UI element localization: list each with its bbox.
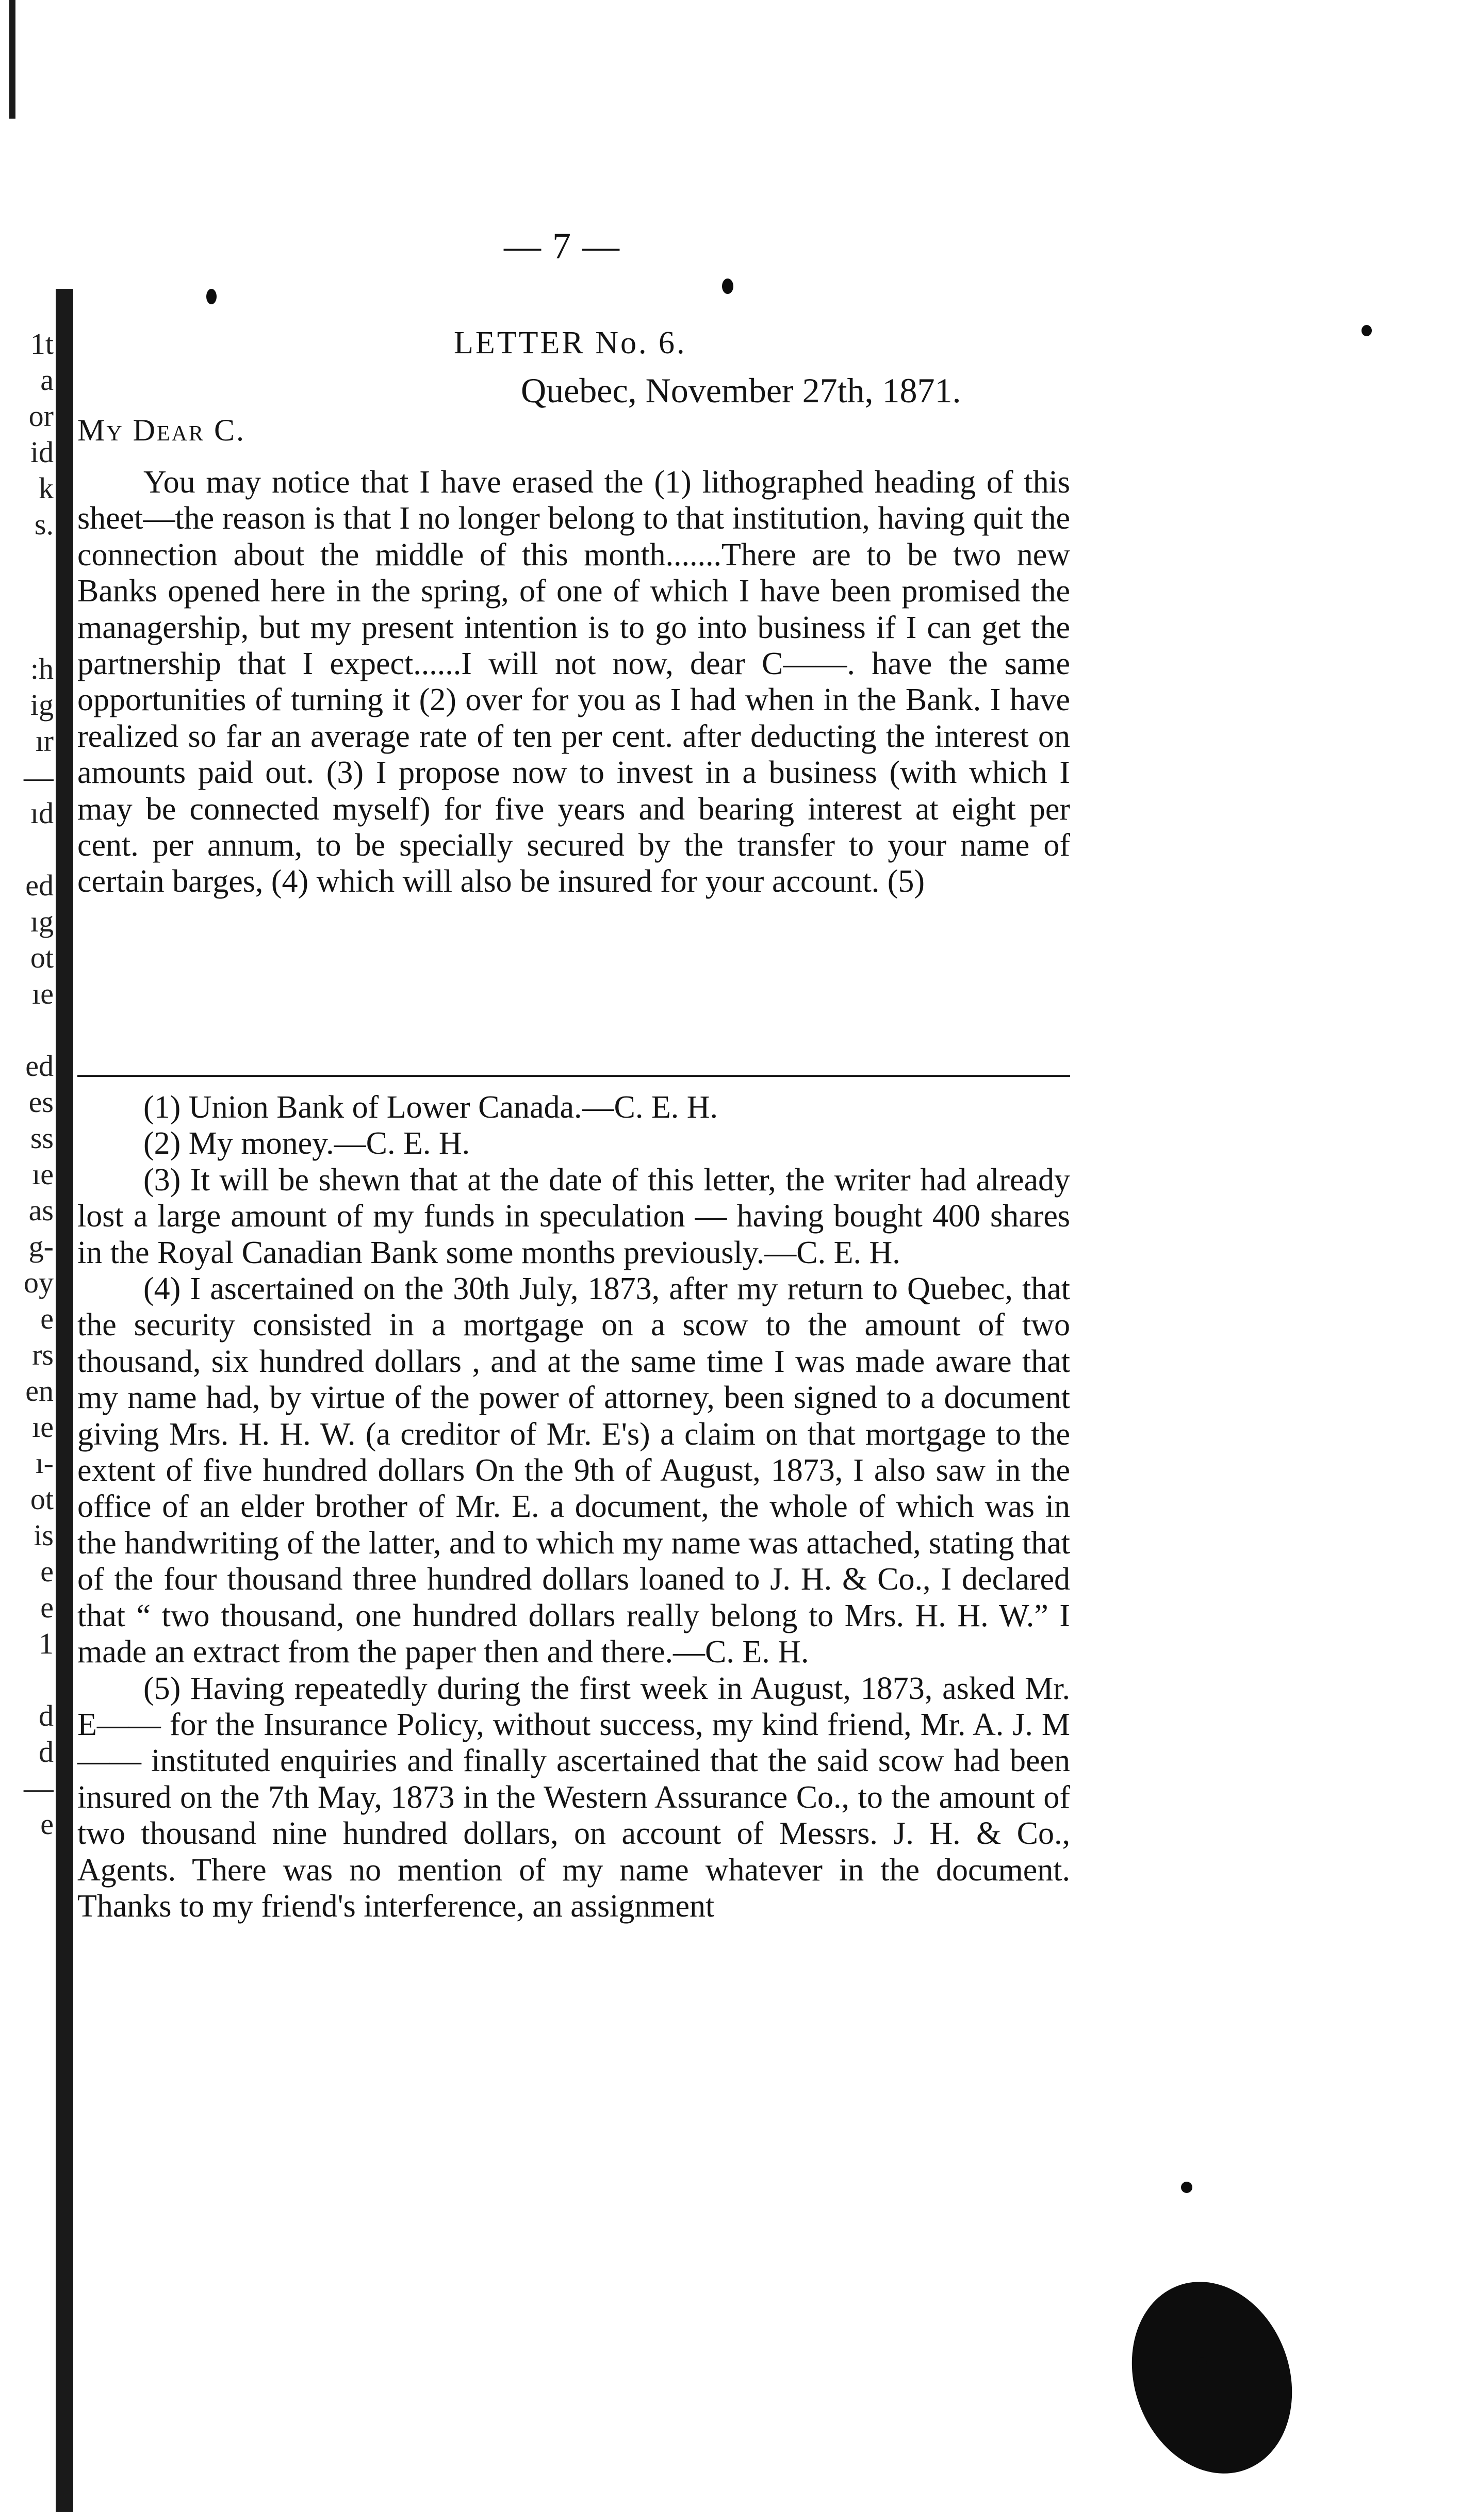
- ink-speck: [1196, 2357, 1207, 2367]
- salutation: My Dear C.: [77, 413, 246, 447]
- margin-fragment: e: [40, 1302, 54, 1335]
- ink-speck: [722, 279, 733, 294]
- margin-fragment: ıd: [30, 796, 54, 830]
- footnote-3: (3) It will be shewn that at the date of this letter, the writer had already lost a large amount of my funds in speculation — having bought 400 shares in the Royal Canadian Bank some months previously.—C. E. H.: [77, 1162, 1070, 1270]
- ink-speck: [1181, 2182, 1192, 2193]
- margin-fragment: en: [25, 1374, 54, 1408]
- margin-fragment: ıg: [30, 905, 54, 938]
- margin-fragment: ig: [30, 688, 54, 722]
- letter-paragraph: You may notice that I have erased the (1) lithographed heading of this sheet—the reason is that I no longer belong to that institution, having quit the connection about the middle of this month.......There are to be two new Banks opened here in the spring, of one of which I have been promised the managership, but my present intention is to go into business if I can get the partnership that I expect......I will not now, dear C——. have the same opportunities of turning it (2) over for you as I had when in the Bank. I have realized so far an average rate of ten per cent. after deducting the interest on amounts paid out. (3) I propose now to invest in a business (with which I may be connected myself) for five years and bearing interest at eight per cent. per annum, to be specially secured by the transfer to your name of certain barges, (4) which will also be insured for your account. (5): [77, 465, 1070, 899]
- margin-fragment: [0, 579, 54, 615]
- margin-fragment: [0, 543, 54, 579]
- margin-fragment: d: [39, 1699, 54, 1732]
- margin-fragment: ed: [25, 1049, 54, 1083]
- footnotes: [77, 1089, 1070, 1924]
- footnote-5: (5) Having repeatedly during the first week in August, 1873, asked Mr. E—— for the Insurance Policy, without success, my kind friend, Mr. A. J. M—— instituted enquiries and finally ascertained that the said scow had been insured on the 7th May, 1873 in the Western Assurance Co., to the amount of two thousand nine hundred dollars, on account of Messrs. J. H. & Co., Agents. There was no mention of my name whatever in the document. Thanks to my friend's interference, an assignment: [77, 1671, 1070, 1924]
- margin-fragment: —: [24, 760, 54, 794]
- margin-fragment: ot: [30, 1482, 54, 1516]
- margin-fragment: a: [40, 363, 54, 397]
- ink-speck: [206, 289, 217, 304]
- dateline: Quebec, November 27th, 1871.: [521, 371, 961, 410]
- letter-title: LETTER No. 6.: [454, 325, 687, 361]
- margin-fragment: oy: [24, 1266, 54, 1299]
- letter-body: [77, 464, 1070, 900]
- binding-edge: [56, 289, 73, 2512]
- margin-fragment: [0, 1012, 54, 1048]
- margin-fragment: :h: [30, 652, 54, 685]
- ink-speck: [1361, 325, 1372, 336]
- margin-fragment: e: [40, 1807, 54, 1841]
- margin-fragment: or: [28, 399, 54, 433]
- footnote-4: (4) I ascertained on the 30th July, 1873, after my return to Quebec, that the security consisted in a mortgage on a scow to the amount of two thousand, six hundred dollars , and at the same time I was made aware that my name had, by virtue of the power of attorney, been signed to a document giving Mrs. H. H. W. (a creditor of Mr. E's) a claim on that mortgage to the extent of five hundred dollars On the 9th of August, 1873, I also saw in the office of an elder brother of Mr. E. a document, the whole of which was in the handwriting of the latter, and to which my name was attached, stating that of the four thousand three hundred dollars loaned to J. H. & Co., I declared that “ two thousand, one hundred dollars really belong to Mrs. H. H. W.” I made an extract from the paper then and there.—C. E. H.: [77, 1271, 1070, 1670]
- margin-fragment: [0, 615, 54, 651]
- margin-fragment: ss: [30, 1121, 54, 1155]
- margin-fragment: ı-: [35, 1446, 54, 1480]
- margin-fragment: es: [28, 1085, 54, 1119]
- margin-fragment: ot: [30, 941, 54, 974]
- margin-fragment: id: [30, 435, 54, 469]
- footnote-rule: [77, 1075, 1070, 1077]
- margin-fragment: ır: [35, 724, 54, 758]
- margin-fragment: ıe: [32, 1410, 54, 1444]
- margin-fragment: [0, 831, 54, 868]
- margin-fragment: ıe: [32, 977, 54, 1010]
- adjacent-page-margin-fragments: [0, 326, 54, 1842]
- margin-fragment: ıe: [32, 1157, 54, 1191]
- page-number: — 7 —: [504, 225, 620, 267]
- margin-fragment: d: [39, 1735, 54, 1769]
- margin-fragment: is: [34, 1518, 54, 1552]
- margin-fragment: e: [40, 1554, 54, 1588]
- margin-fragment: as: [28, 1193, 54, 1227]
- ink-blot: [1106, 2259, 1318, 2496]
- margin-fragment: 1: [39, 1627, 54, 1660]
- margin-fragment: e: [40, 1591, 54, 1624]
- margin-fragment: [0, 1662, 54, 1698]
- margin-fragment: k: [39, 471, 54, 505]
- margin-fragment: rs: [32, 1338, 54, 1371]
- footnote-2: (2) My money.—C. E. H.: [143, 1126, 470, 1161]
- footnote-1: (1) Union Bank of Lower Canada.—C. E. H.: [143, 1090, 718, 1125]
- margin-fragment: ed: [25, 869, 54, 902]
- margin-fragment: 1t: [30, 327, 54, 361]
- margin-fragment: s.: [34, 508, 54, 541]
- margin-fragment: —: [24, 1771, 54, 1805]
- top-ink-mark: [9, 0, 15, 119]
- margin-fragment: g-: [28, 1230, 54, 1263]
